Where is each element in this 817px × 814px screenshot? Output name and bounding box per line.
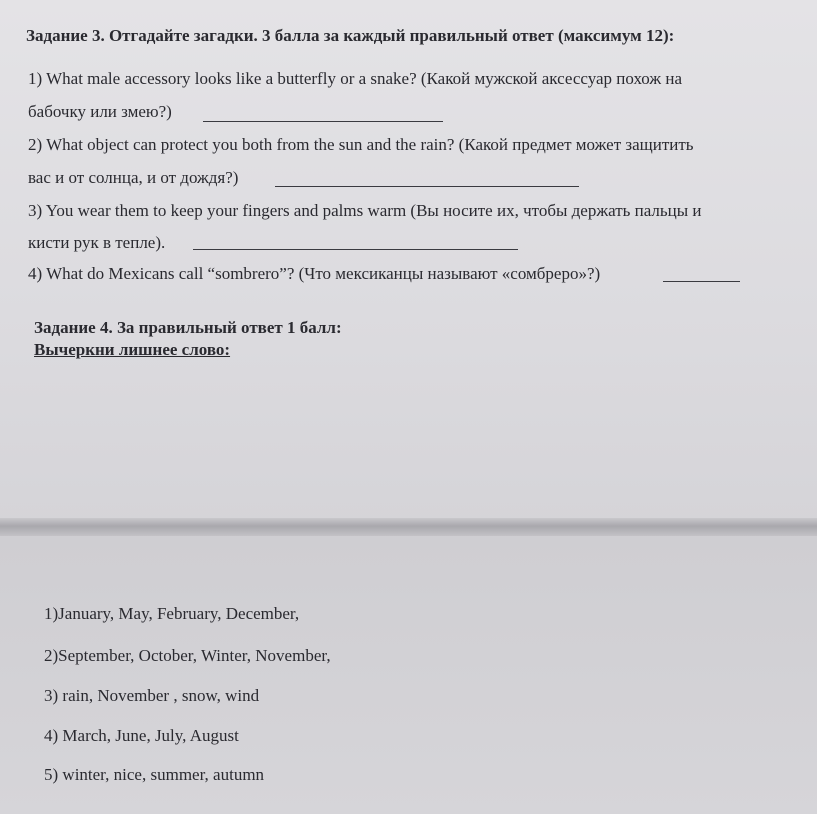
word-list-item-1[interactable]: 1)January, May, February, December, xyxy=(44,604,300,623)
answer-blank-2[interactable] xyxy=(275,186,579,187)
task4-heading: Задание 4. За правильный ответ 1 балл: xyxy=(34,318,342,337)
word-list-item-5[interactable]: 5) winter, nice, summer, autumn xyxy=(44,765,265,784)
answer-blank-3[interactable] xyxy=(193,249,518,250)
answer-blank-1[interactable] xyxy=(203,121,443,122)
page-fold xyxy=(0,518,817,536)
question-2-line-1: 2) What object can protect you both from the sun and the rain? (Какой предмет может защитить xyxy=(28,135,694,154)
question-1-line-2: бабочку или змею?) xyxy=(28,102,172,121)
question-4-line-1: 4) What do Mexicans call “sombrero”? (Что мексиканцы называют «сомбреро»?) xyxy=(28,264,601,283)
question-3-line-2: кисти рук в тепле). xyxy=(28,233,166,252)
word-list-item-3[interactable]: 3) rain, November , snow, wind xyxy=(44,686,260,705)
question-2-line-2: вас и от солнца, и от дождя?) xyxy=(28,168,239,187)
task4-subheading: Вычеркни лишнее слово: xyxy=(34,340,231,359)
question-3-line-1: 3) You wear them to keep your fingers and palms warm (Вы носите их, чтобы держать пальцы и xyxy=(28,201,702,220)
word-list-item-4[interactable]: 4) March, June, July, August xyxy=(44,726,239,745)
answer-blank-4[interactable] xyxy=(663,281,740,282)
question-1-line-1: 1) What male accessory looks like a butterfly or a snake? (Какой мужской аксессуар похож на xyxy=(28,69,683,88)
task3-heading: Задание 3. Отгадайте загадки. 3 балла за каждый правильный ответ (максимум 12): xyxy=(26,26,675,45)
word-list-item-2[interactable]: 2)September, October, Winter, November, xyxy=(44,646,331,665)
